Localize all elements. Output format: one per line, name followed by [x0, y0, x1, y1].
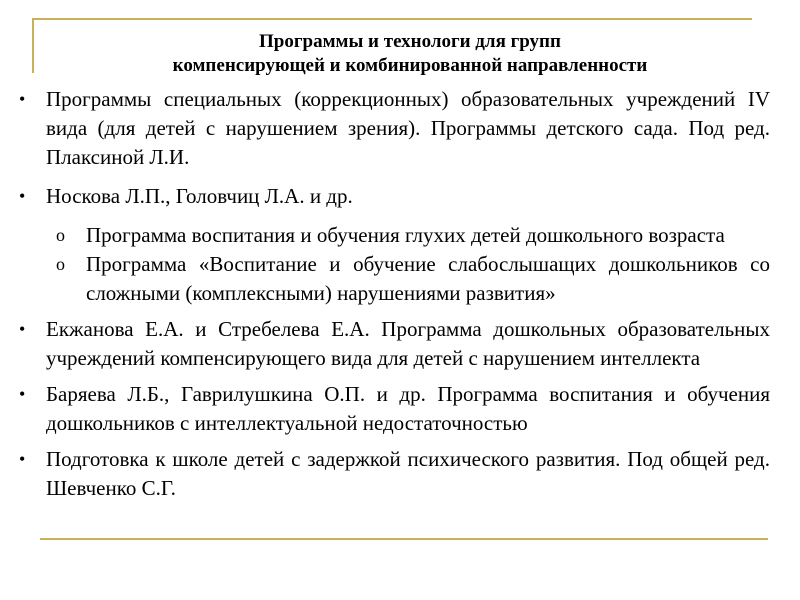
list-subitem — [18, 250, 770, 308]
title-line-2: компенсирующей и комбинированной направленности — [172, 55, 648, 76]
sub-bullet-marker: o — [56, 225, 65, 245]
bullet-list — [18, 85, 770, 503]
list-item-text: Программы специальных (коррекционных) образовательных учреждений IV вида (для детей с нарушением зрения). Программы детского сада. Под ред. Плаксиной Л.И. — [46, 87, 770, 169]
list-subitem-text: Программа «Воспитание и обучение слабослышащих дошкольников со сложными (комплексными) нарушениями развития» — [86, 252, 770, 305]
sub-bullet-marker: o — [56, 254, 65, 274]
left-accent-rule — [32, 18, 34, 73]
list-item-text: Баряева Л.Б., Гаврилушкина О.П. и др. Программа воспитания и обучения дошкольников с интеллектуальной недостаточностью — [46, 382, 770, 435]
bullet-marker: • — [19, 319, 26, 339]
bullet-marker: • — [19, 186, 26, 206]
bullet-marker: • — [19, 384, 26, 404]
list-item — [18, 315, 770, 373]
slide-title — [60, 30, 760, 78]
list-item-text: Подготовка к школе детей с задержкой психического развития. Под общей ред. Шевченко С.Г. — [46, 447, 770, 500]
bullet-marker: • — [19, 449, 26, 469]
list-item — [18, 85, 770, 172]
title-line-1: Программы и технологи для групп — [259, 31, 561, 52]
list-item-text: Екжанова Е.А. и Стребелева Е.А. Программа дошкольных образовательных учреждений компенсирующего вида для детей с нарушением интеллекта — [46, 317, 770, 370]
list-item — [18, 182, 770, 211]
list-subitem-text: Программа воспитания и обучения глухих детей дошкольного возраста — [86, 223, 725, 247]
list-subitem — [18, 221, 770, 250]
list-item — [18, 380, 770, 438]
list-item — [18, 445, 770, 503]
bottom-accent-rule — [40, 538, 768, 540]
top-accent-rule — [32, 18, 752, 20]
list-item-text: Носкова Л.П., Головчиц Л.А. и др. — [46, 184, 353, 208]
bullet-marker: • — [19, 89, 26, 109]
